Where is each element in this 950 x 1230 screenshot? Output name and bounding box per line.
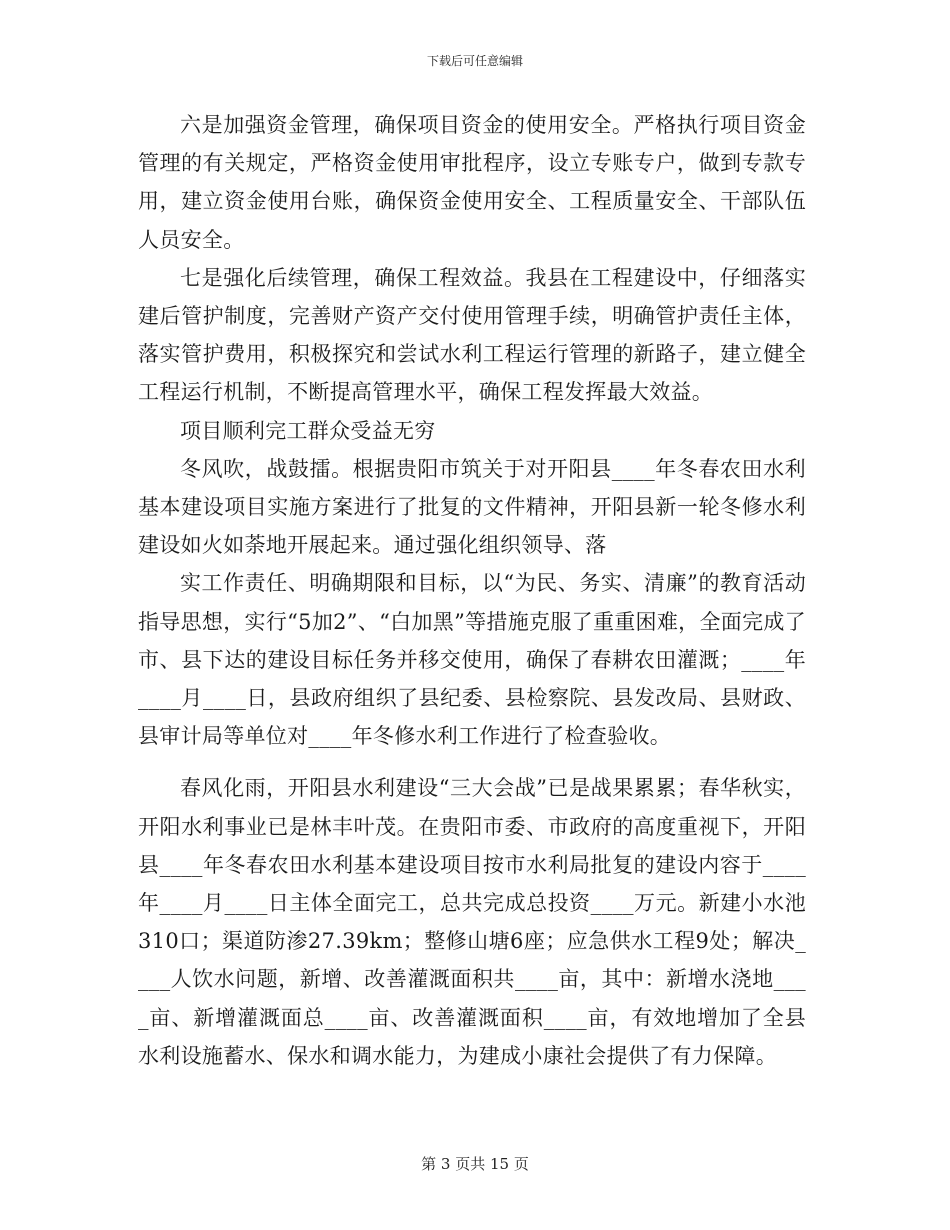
page-header: 下载后可任意编辑 [426, 54, 523, 68]
paragraph-spring-results: 春风化雨，开阳县水利建设“三大会战”已是战果累累；春华秋实，开阳水利事业已是林丰叶茂。在贵阳市委、市政府的高度重视下，开阳县____年冬春农田水利基本建设项目按市水利局批复的建设内容于____年____月____日主体全面完工，总共完成总投资____万元。新建小水池310口；渠道防渗27.39km；整修山塘6座；应急供水工程9处；解决____人饮水问题，新增、改善灌溉面积共____亩，其中：新增水浇地____亩、新增灌溉面总____亩、改善灌溉面积____亩，有效地增加了全县水利设施蓄水、保水和调水能力，为建成小康社会提供了有力保障。 [138, 776, 806, 1068]
paragraph-fund-management: 六是加强资金管理，确保项目资金的使用安全。严格执行项目资金管理的有关规定，严格资金使用审批程序，设立专账专户，做到专款专用，建立资金使用台账，确保资金使用安全、工程质量安全、干部队伍人员安全。 [138, 113, 806, 252]
paragraph-responsibility: 实工作责任、明确期限和目标，以“为民、务实、清廉”的教育活动指导思想，实行“5加2”、“白加黑”等措施克服了重重困难，全面完成了市、县下达的建设目标任务并移交使用，确保了春耕农田灌溉；____年____月____日，县政府组织了县纪委、县检察院、县发改局、县财政、县审计局等单位对____年冬修水利工作进行了检查验收。 [138, 571, 806, 749]
paragraph-follow-up-management: 七是强化后续管理，确保工程效益。我县在工程建设中，仔细落实建后管护制度，完善财产资产交付使用管理手续，明确管护责任主体，落实管护费用，积极探究和尝试水利工程运行管理的新路子，建立健全工程运行机制，不断提高管理水平，确保工程发挥最大效益。 [138, 265, 806, 405]
document-body [138, 106, 806, 1075]
section-heading: 项目顺利完工群众受益无穷 [180, 418, 436, 443]
page-footer: 第 3 页共 15 页 [421, 1155, 529, 1173]
paragraph-winter-construction: 冬风吹，战鼓擂。根据贵阳市筑关于对开阳县____年冬春农田水利基本建设项目实施方案进行了批复的文件精神，开阳县新一轮冬修水利建设如火如荼地开展起来。通过强化组织领导、落 [138, 456, 806, 558]
